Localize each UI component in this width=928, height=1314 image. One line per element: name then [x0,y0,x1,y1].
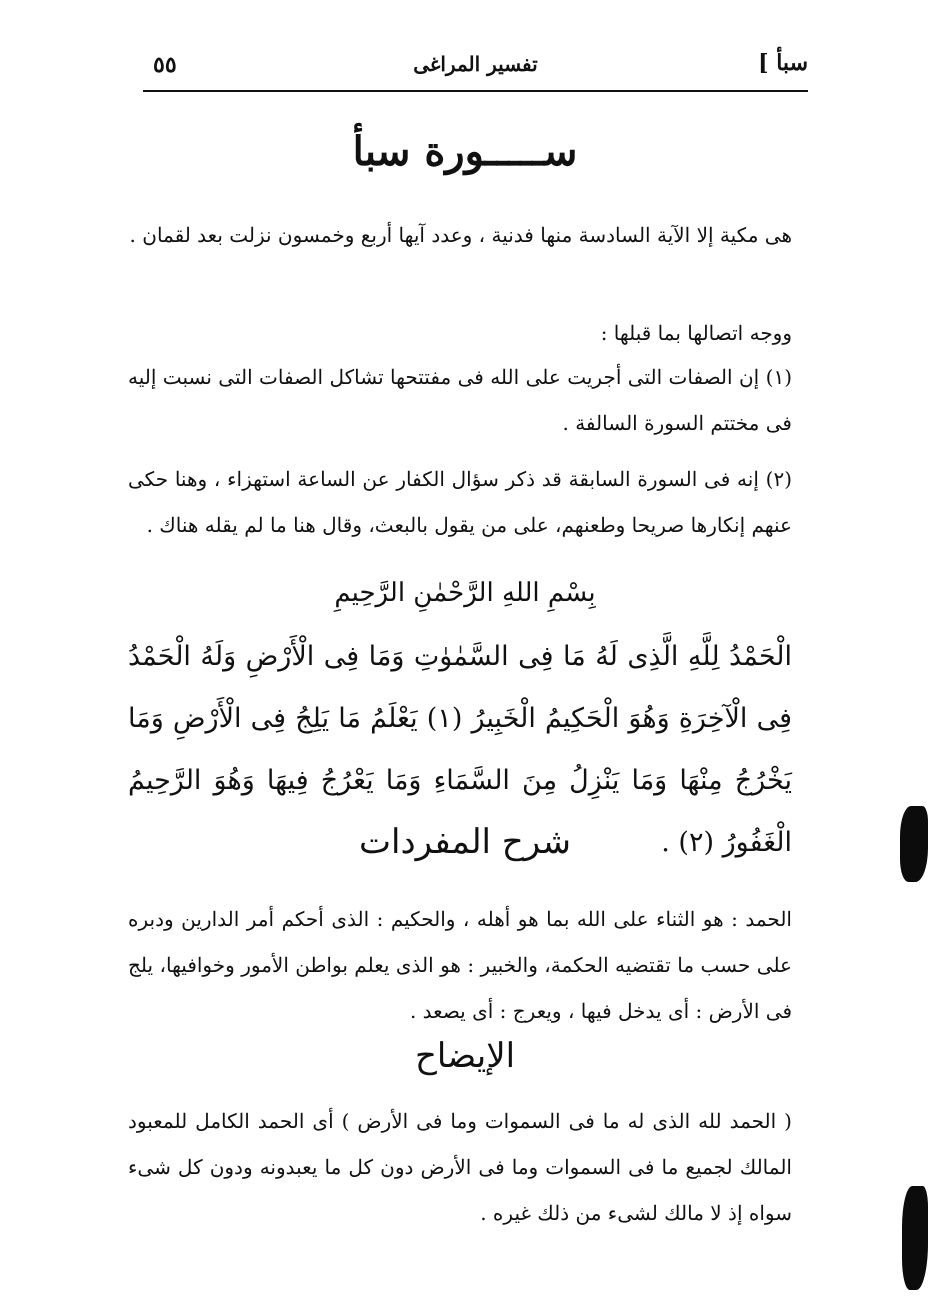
running-header [143,48,808,88]
running-surah-name: سبأ ] [758,50,808,76]
intro-paragraph-4: (٢) إنه فى السورة السابقة قد ذكر سؤال الكفار عن الساعة استهزاء ، وهنا حكى عنهم إنكارها صريحا وطعنهم، على من يقول بالبعث، وقال هنا ما لم يقله هناك . [128,467,792,537]
vocabulary-text: الحمد : هو الثناء على الله بما هو أهله ، والحكيم : الذى أحكم أمر الدارين ودبره على حسب ما تقتضيه الحكمة، والخبير : هو الذى يعلم بواطن الأمور وخوافيها، يلج فى الأرض : أى يدخل فيها ، ويعرج : أى يصعد . [128,907,792,1023]
intro-paragraph-3: (١) إن الصفات التى أجريت على الله فى مفتتحها تشاكل الصفات التى نسبت إليه فى مختتم السورة السالفة . [128,365,792,435]
header-rule [143,90,808,92]
scan-smudge-top [900,806,928,882]
quran-verses: الْحَمْدُ لِلَّهِ الَّذِى لَهُ مَا فِى السَّمٰوٰتِ وَمَا فِى الْأَرْضِ وَلَهُ الْحَمْدُ فِى الْآخِرَةِ وَهُوَ الْحَكِيمُ الْخَبِيرُ (١) يَعْلَمُ مَا يَلِجُ فِى الْأَرْضِ وَمَا يَخْرُجُ مِنْهَا وَمَا يَنْزِلُ مِنَ السَّمَاءِ وَمَا يَعْرُجُ فِيهَا وَهُوَ الرَّحِيمُ الْغَفُورُ (٢) . [128,641,792,858]
page-number: ٥٥ [153,52,177,78]
basmala: بِسْمِ اللهِ الرَّحْمٰنِ الرَّحِيمِ [334,578,596,608]
vocabulary-heading: شرح المفردات [358,822,572,862]
book-title: تفسير المراغى [413,52,538,76]
intro-paragraph-1: هى مكية إلا الآية السادسة منها فدنية ، وعدد آيها أربع وخمسون نزلت بعد لقمان . [129,223,792,247]
explanation-text: ( الحمد لله الذى له ما فى السموات وما فى الأرض ) أى الحمد الكامل للمعبود المالك لجميع ما فى السموات وما فى الأرض دون كل ما يعبدونه ودون كل شىء سواه إذ لا مالك لشىء من ذلك غيره . [128,1109,792,1225]
scan-smudge-bottom [902,1186,928,1290]
explanation-heading: الإيضاح [414,1036,516,1076]
surah-title: ســـــورة سبأ [352,128,578,175]
intro-paragraph-2: ووجه اتصالها بما قبلها : [600,321,792,345]
